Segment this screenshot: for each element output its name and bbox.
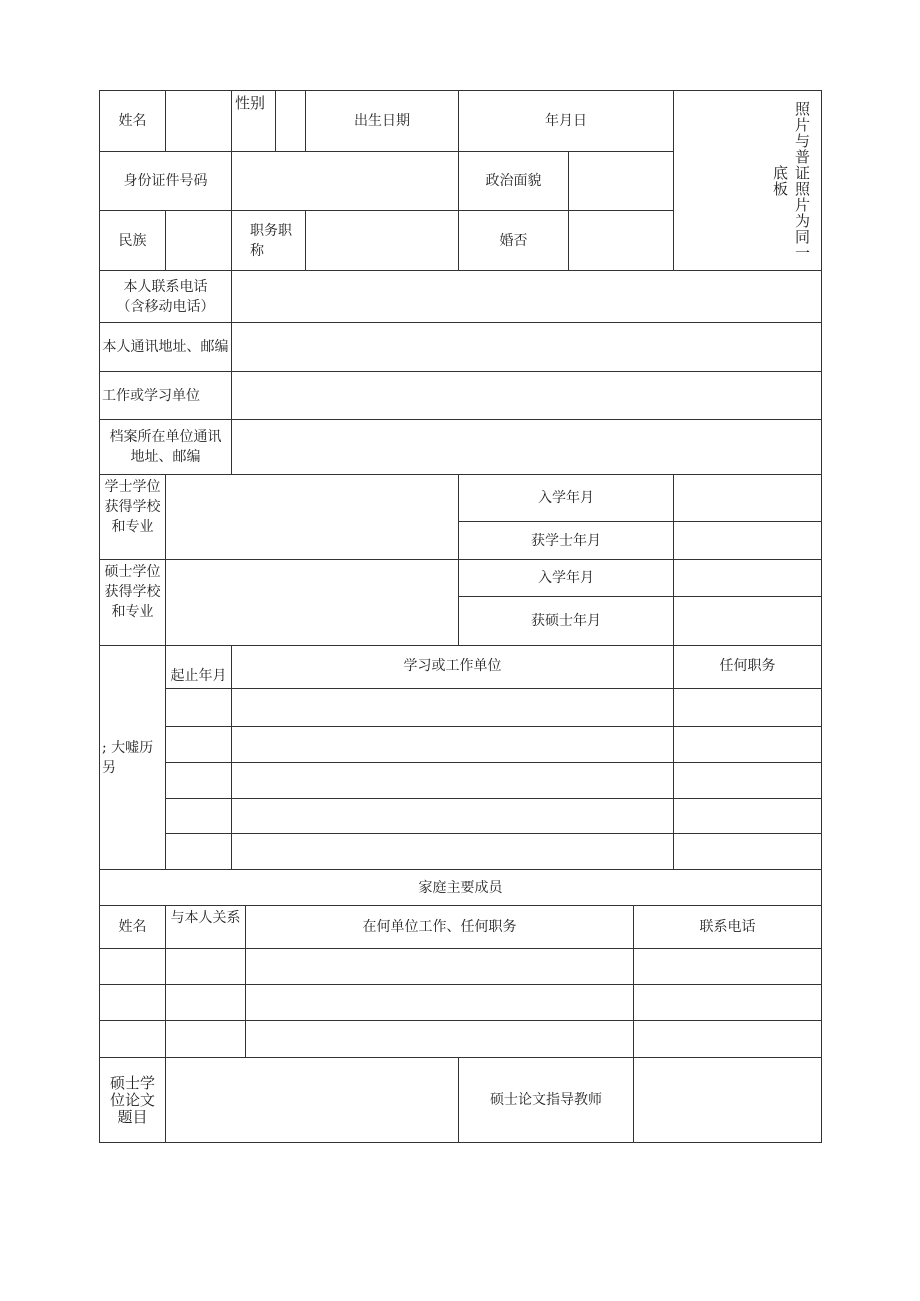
- resume-period-3[interactable]: [165, 762, 232, 799]
- resume-unit-4[interactable]: [231, 798, 674, 834]
- bachelor-degree-date-field[interactable]: [673, 521, 822, 560]
- family-relation-3[interactable]: [165, 1020, 246, 1058]
- address-label: 本人通讯地址、邮编: [99, 322, 232, 372]
- family-work-1[interactable]: [245, 948, 634, 985]
- family-relation-2[interactable]: [165, 984, 246, 1021]
- gender-field[interactable]: [275, 90, 306, 152]
- resume-unit-2[interactable]: [231, 726, 674, 763]
- marital-status-label: 婚否: [458, 210, 569, 271]
- family-name-2[interactable]: [99, 984, 166, 1021]
- master-entry-label: 入学年月: [458, 559, 674, 597]
- political-status-field[interactable]: [568, 151, 674, 211]
- family-phone-2[interactable]: [633, 984, 822, 1021]
- resume-period-4[interactable]: [165, 798, 232, 834]
- bachelor-school-field[interactable]: [165, 474, 459, 560]
- resume-unit-5[interactable]: [231, 833, 674, 870]
- ethnicity-label: 民族: [99, 210, 166, 271]
- master-school-field[interactable]: [165, 559, 459, 646]
- master-degree-date-label: 获硕士年月: [458, 596, 674, 646]
- bachelor-entry-label: 入学年月: [458, 474, 674, 522]
- family-work-2[interactable]: [245, 984, 634, 1021]
- resume-col-position: 任何职务: [673, 645, 822, 689]
- name-label: 姓名: [99, 90, 166, 152]
- resume-position-3[interactable]: [673, 762, 822, 799]
- resume-period-5[interactable]: [165, 833, 232, 870]
- thesis-title-label: 硕士学位论文题目: [99, 1057, 166, 1143]
- family-work-3[interactable]: [245, 1020, 634, 1058]
- thesis-advisor-field[interactable]: [633, 1057, 822, 1143]
- birth-date-field[interactable]: 年月日: [458, 90, 674, 152]
- resume-period-1[interactable]: [165, 688, 232, 727]
- master-school-label: 硕士学位获得学校和专业: [99, 559, 166, 646]
- address-field[interactable]: [231, 322, 822, 372]
- resume-period-2[interactable]: [165, 726, 232, 763]
- family-section-title: 家庭主要成员: [99, 869, 822, 906]
- bachelor-school-label: 学士学位获得学校和专业: [99, 474, 166, 560]
- archive-address-label: 档案所在单位通讯地址、邮编: [99, 419, 232, 475]
- family-phone-3[interactable]: [633, 1020, 822, 1058]
- resume-position-1[interactable]: [673, 688, 822, 727]
- job-title-label: 职务职称: [231, 210, 306, 271]
- resume-col-period: 起止年月: [165, 645, 232, 689]
- family-col-relation: 与本人关系: [165, 905, 246, 949]
- resume-col-unit: 学习或工作单位: [231, 645, 674, 689]
- work-unit-label: 工作或学习单位: [99, 371, 232, 420]
- phone-field[interactable]: [231, 270, 822, 323]
- family-phone-1[interactable]: [633, 948, 822, 985]
- gender-label: 性别: [231, 90, 276, 152]
- family-col-phone: 联系电话: [633, 905, 822, 949]
- id-number-field[interactable]: [231, 151, 459, 211]
- work-unit-field[interactable]: [231, 371, 822, 420]
- ethnicity-field[interactable]: [165, 210, 232, 271]
- photo-area[interactable]: 照片与普证照片为同一底板: [673, 90, 822, 271]
- master-entry-field[interactable]: [673, 559, 822, 597]
- birth-date-label: 出生日期: [305, 90, 459, 152]
- resume-position-4[interactable]: [673, 798, 822, 834]
- thesis-advisor-label: 硕士论文指导教师: [458, 1057, 634, 1143]
- family-name-1[interactable]: [99, 948, 166, 985]
- phone-label: 本人联系电话（含移动电话）: [99, 270, 232, 323]
- resume-unit-3[interactable]: [231, 762, 674, 799]
- resume-position-5[interactable]: [673, 833, 822, 870]
- master-degree-date-field[interactable]: [673, 596, 822, 646]
- family-name-3[interactable]: [99, 1020, 166, 1058]
- archive-address-field[interactable]: [231, 419, 822, 475]
- political-status-label: 政治面貌: [458, 151, 569, 211]
- resume-side-label: ; 大嘘历另: [99, 645, 166, 870]
- family-relation-1[interactable]: [165, 948, 246, 985]
- bachelor-degree-date-label: 获学士年月: [458, 521, 674, 560]
- family-col-work: 在何单位工作、任何职务: [245, 905, 634, 949]
- resume-unit-1[interactable]: [231, 688, 674, 727]
- bachelor-entry-field[interactable]: [673, 474, 822, 522]
- job-title-field[interactable]: [305, 210, 459, 271]
- resume-position-2[interactable]: [673, 726, 822, 763]
- name-field[interactable]: [165, 90, 232, 152]
- marital-status-field[interactable]: [568, 210, 674, 271]
- family-col-name: 姓名: [99, 905, 166, 949]
- id-number-label: 身份证件号码: [99, 151, 232, 211]
- thesis-title-field[interactable]: [165, 1057, 459, 1143]
